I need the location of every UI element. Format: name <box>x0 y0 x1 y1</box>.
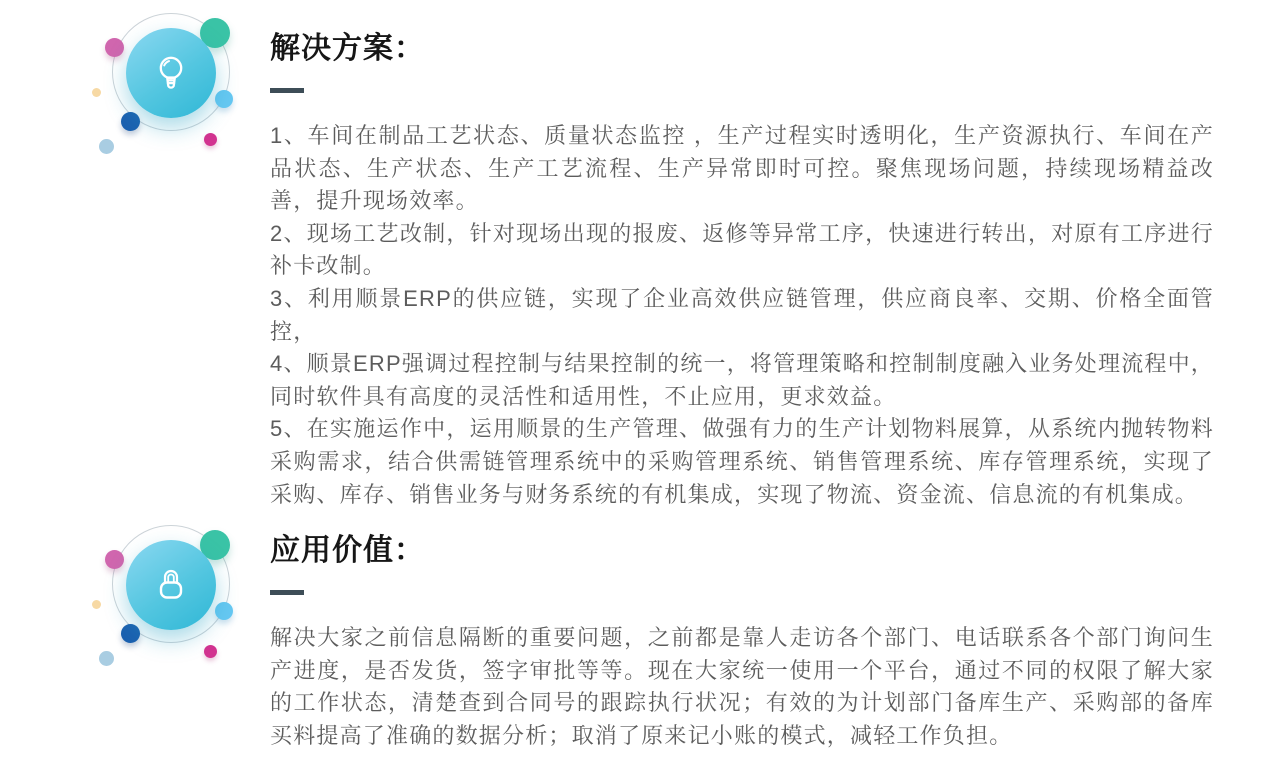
solution-item-4: 4、顺景ERP强调过程控制与结果控制的统一，将管理策略和控制制度融入业务处理流程中，同时软件具有高度的灵活性和适用性，不止应用，更求效益。 <box>270 351 1214 409</box>
decor-dot-pink <box>105 38 124 57</box>
decor-dot-magenta <box>204 133 217 146</box>
section-application-value <box>0 502 1264 778</box>
decor-dot-sky <box>215 90 233 108</box>
decor-dot-powder <box>99 139 114 154</box>
decor-dot-sky <box>215 602 233 620</box>
heading-underline <box>270 590 304 595</box>
decor-dot-magenta <box>204 645 217 658</box>
decor-dot-cream <box>92 600 101 609</box>
solutions-text <box>270 120 1214 511</box>
section-heading: 应用价值： <box>270 534 425 567</box>
value-paragraph: 解决大家之前信息隔断的重要问题，之前都是靠人走访各个部门、电话联系各个部门询问生产进度，是否发货，签字审批等等。现在大家统一使用一个平台，通过不同的权限了解大家的工作状态，清楚查到合同号的跟踪执行状况；有效的为计划部门备库生产、采购部的备库买料提高了准确的数据分析；取消了原来记小账的模式，减轻工作负担。 <box>270 625 1214 748</box>
heading-underline <box>270 88 304 93</box>
decor-dot-powder <box>99 651 114 666</box>
solution-item-5: 5、在实施运作中，运用顺景的生产管理、做强有力的生产计划物料展算，从系统内抛转物料采购需求，结合供需链管理系统中的采购管理系统、销售管理系统、库存管理系统，实现了采购、库存、销售业务与财务系统的有机集成，实现了物流、资金流、信息流的有机集成。 <box>270 416 1214 507</box>
solution-item-2: 2、现场工艺改制，针对现场出现的报废、返修等异常工序，快速进行转出，对原有工序进行补卡改制。 <box>270 220 1214 279</box>
decor-dot-navy <box>121 624 140 643</box>
solution-item-1: 1、车间在制品工艺状态、质量状态监控 ，生产过程实时透明化，生产资源执行、车间在产品状态、生产状态、生产工艺流程、生产异常即时可控。聚焦现场问题，持续现场精益改善，提升现场效率。 <box>270 123 1214 214</box>
solutions-icon-cluster <box>85 0 247 166</box>
section-heading: 解决方案： <box>270 32 425 65</box>
decor-dot-pink <box>105 550 124 569</box>
value-badge <box>126 540 216 630</box>
decor-dot-cream <box>92 88 101 97</box>
lock-icon <box>147 561 195 609</box>
solution-item-3: 3、利用顺景ERP的供应链，实现了企业高效供应链管理，供应商良率、交期、价格全面管控， <box>270 285 1214 344</box>
value-text <box>270 622 1214 752</box>
value-icon-cluster <box>85 512 247 678</box>
solutions-badge <box>126 28 216 118</box>
lightbulb-icon <box>147 49 195 97</box>
decor-dot-navy <box>121 112 140 131</box>
